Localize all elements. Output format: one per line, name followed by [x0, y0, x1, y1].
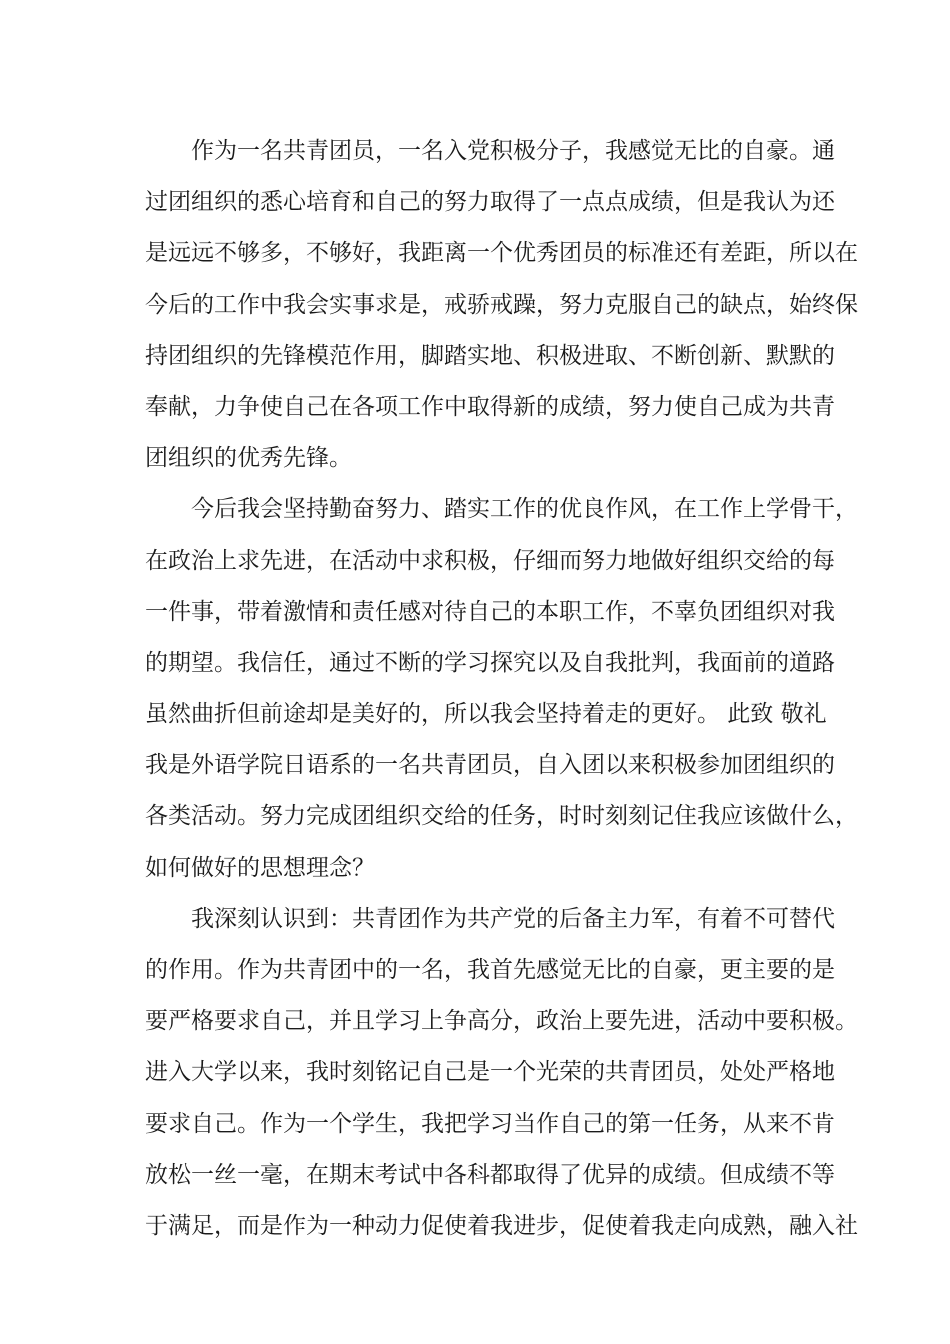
paragraph-2-line-8: 如何做好的思想理念？ — [145, 854, 375, 881]
paragraph-1-line-3: 是远远不够多，不够好，我距离一个优秀团员的标准还有差距，所以在 — [145, 240, 858, 267]
paragraph-3-line-2: 的作用。作为共青团中的一名，我首先感觉无比的自豪，更主要的是 — [145, 957, 835, 983]
paragraph-2-line-4: 的期望。我信任，通过不断的学习探究以及自我批判，我面前的道路 — [145, 649, 835, 676]
paragraph-3-line-6: 放松一丝一毫，在期末考试中各科都取得了优异的成绩。但成绩不等 — [145, 1161, 835, 1188]
paragraph-2-line-7: 各类活动。努力完成团组织交给的任务，时时刻刻记住我应该做什么， — [145, 803, 858, 830]
paragraph-3-line-5: 要求自己。作为一个学生，我把学习当作自己的第一任务，从来不肯 — [145, 1110, 835, 1137]
paragraph-2-line-5: 虽然曲折但前途却是美好的，所以我会坚持着走的更好。 此致 敬礼 — [145, 701, 827, 728]
paragraph-1-line-2: 过团组织的悉心培育和自己的努力取得了一点点成绩，但是我认为还 — [145, 189, 835, 216]
paragraph-1-line-7: 团组织的优秀先锋。 — [145, 445, 352, 472]
paragraph-2-line-6: 我是外语学院日语系的一名共青团员，自入团以来积极参加团组织的 — [145, 752, 835, 779]
paragraph-3-line-3: 要严格要求自己，并且学习上争高分，政治上要先进，活动中要积极。 — [145, 1008, 858, 1035]
paragraph-1-line-6: 奉献，力争使自己在各项工作中取得新的成绩，努力使自己成为共青 — [145, 393, 835, 420]
paragraph-3-line-4: 进入大学以来，我时刻铭记自己是一个光荣的共青团员，处处严格地 — [145, 1059, 835, 1086]
paragraph-3-line-7: 于满足，而是作为一种动力促使着我进步，促使着我走向成熟，融入社 — [145, 1212, 858, 1239]
paragraph-1-line-5: 持团组织的先锋模范作用，脚踏实地、积极进取、不断创新、默默的 — [145, 342, 835, 369]
paragraph-2-line-2: 在政治上求先进，在活动中求积极，仔细而努力地做好组织交给的每 — [145, 547, 835, 574]
paragraph-2-line-3: 一件事，带着激情和责任感对待自己的本职工作，不辜负团组织对我 — [145, 598, 835, 625]
paragraph-2-line-1: 今后我会坚持勤奋努力、踏实工作的优良作风，在工作上学骨干， — [191, 496, 858, 523]
document-body — [145, 126, 858, 1252]
paragraph-1-line-1: 作为一名共青团员，一名入党积极分子，我感觉无比的自豪。通 — [191, 138, 835, 164]
paragraph-3-line-1: 我深刻认识到：共青团作为共产党的后备主力军，有着不可替代 — [191, 905, 835, 932]
paragraph-1-line-4: 今后的工作中我会实事求是，戒骄戒躁，努力克服自己的缺点，始终保 — [145, 291, 858, 318]
